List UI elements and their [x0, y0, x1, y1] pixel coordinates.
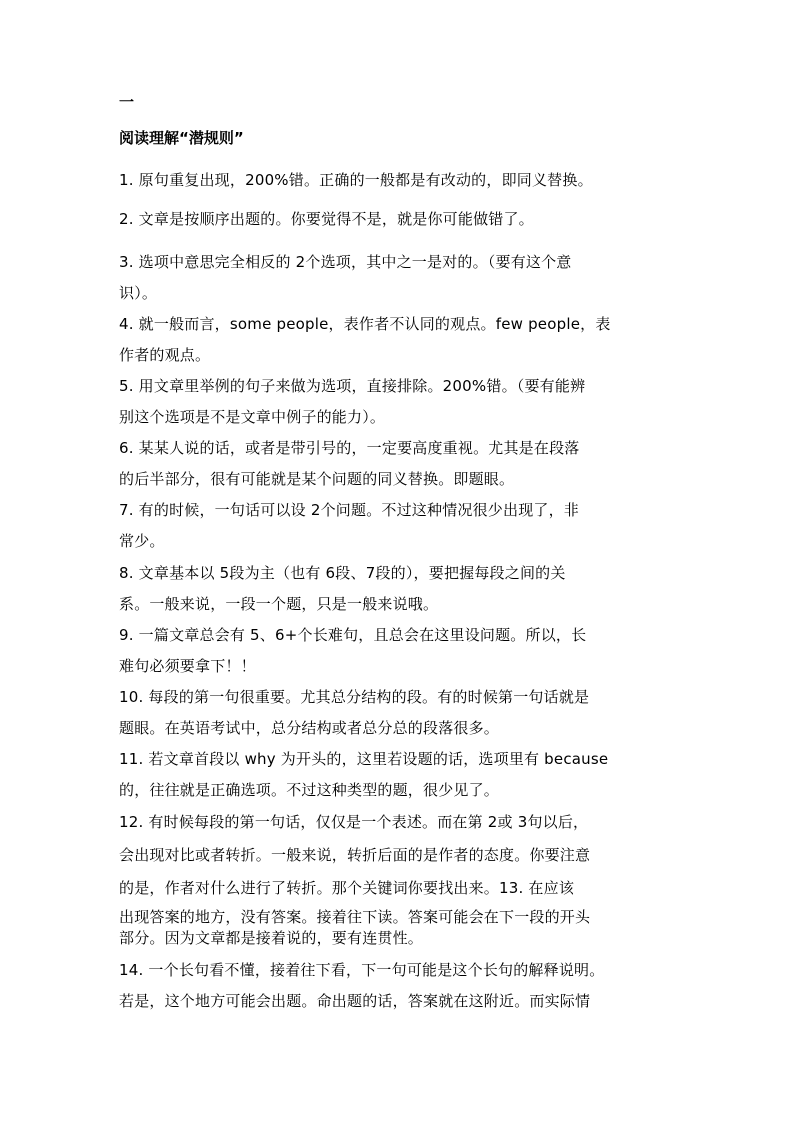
text-line: 别这个选项是不是文章中例子的能力）。: [119, 408, 386, 426]
text-line: 部分。因为文章都是接着说的，要有连贯性。: [119, 929, 424, 947]
text-line: 识）。: [119, 284, 158, 302]
text-line: 常少。: [119, 532, 165, 550]
text-line: 2. 文章是按顺序出题的。你要觉得不是，就是你可能做错了。: [119, 210, 534, 228]
document-title: 阅读理解“潜规则”: [119, 129, 244, 147]
text-line: 出现答案的地方，没有答案。接着往下读。答案可能会在下一段的开头: [119, 908, 591, 926]
text-line: 系。一般来说，一段一个题，只是一般来说哦。: [119, 595, 439, 613]
text-line: 6. 某某人说的话，或者是带引号的，一定要高度重视。尤其是在段落: [119, 439, 580, 457]
section-marker: 一: [119, 93, 135, 111]
text-line: 会出现对比或者转折。一般来说，转折后面的是作者的态度。你要注意: [119, 846, 591, 864]
text-line: 作者的观点。: [119, 346, 211, 364]
text-line: 7. 有的时候，一句话可以设 2个问题。不过这种情况很少出现了，非: [119, 501, 579, 519]
text-line: 5. 用文章里举例的句子来做为选项，直接排除。200%错。（要有能辨: [119, 377, 586, 395]
text-line: 题眼。在英语考试中，总分结构或者总分总的段落很多。: [119, 719, 500, 737]
text-line: 12. 有时候每段的第一句话，仅仅是一个表述。而在第 2或 3句以后，: [119, 813, 589, 831]
text-line: 难句必须要拿下！！: [119, 657, 256, 675]
text-line: 4. 就一般而言，some people，表作者不认同的观点。few people，表: [119, 315, 611, 333]
text-line: 3. 选项中意思完全相反的 2个选项，其中之一是对的。（要有这个意: [119, 253, 572, 271]
text-line: 若是，这个地方可能会出题。命出题的话，答案就在这附近。而实际情: [119, 992, 591, 1010]
text-line: 1. 原句重复出现，200%错。正确的一般都是有改动的，即同义替换。: [119, 171, 593, 189]
text-line: 的，往往就是正确选项。不过这种类型的题，很少见了。: [119, 781, 500, 799]
text-line: 的后半部分，很有可能就是某个问题的同义替换。即题眼。: [119, 470, 515, 488]
text-line: 的是，作者对什么进行了转折。那个关键词你要找出来。13. 在应该: [119, 879, 575, 897]
text-line: 11. 若文章首段以 why 为开头的，这里若设题的话，选项里有 because: [119, 750, 609, 768]
text-line: 10. 每段的第一句很重要。尤其总分结构的段。有的时候第一句话就是: [119, 688, 590, 706]
text-line: 14. 一个长句看不懂，接着往下看，下一句可能是这个长句的解释说明。: [119, 961, 605, 979]
text-line: 8. 文章基本以 5段为主（也有 6段、7段的），要把握每段之间的关: [119, 564, 566, 582]
text-line: 9. 一篇文章总会有 5、6+个长难句，且总会在这里设问题。所以，长: [119, 626, 587, 644]
